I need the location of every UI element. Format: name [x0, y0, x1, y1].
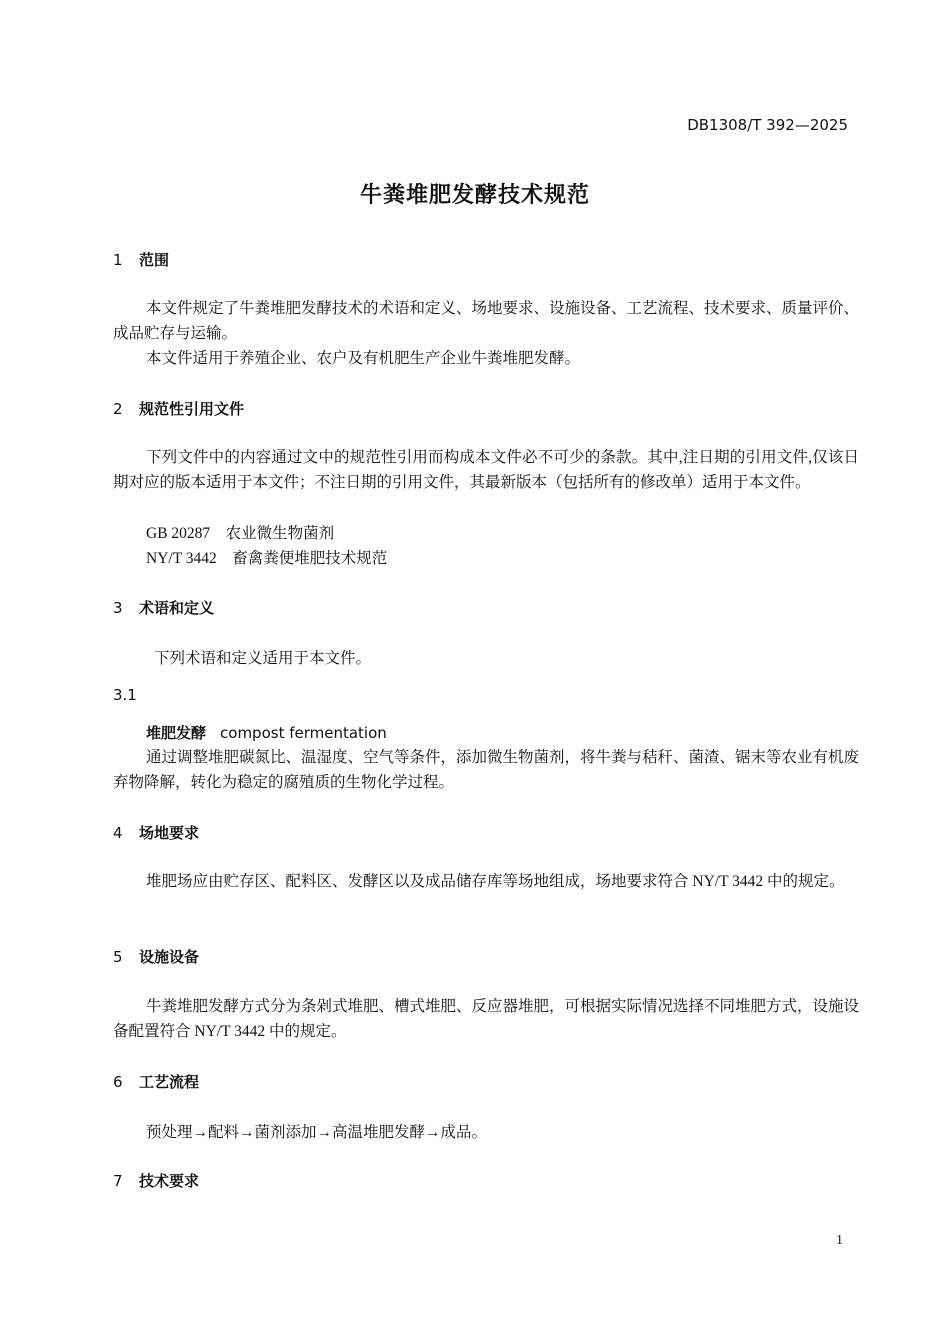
- section-number: 6: [113, 1073, 123, 1091]
- normative-reference: GB 20287 农业微生物菌剂: [146, 525, 335, 542]
- section-number: 4: [113, 824, 123, 842]
- section-title: 工艺流程: [139, 1073, 200, 1091]
- section-title: 场地要求: [139, 824, 200, 842]
- section-5-paragraph-1: 牛粪堆肥发酵方式分为条剁式堆肥、槽式堆肥、反应器堆肥，可根据实际情况选择不同堆肥方式，设施设备配置符合 NY/T 3442 中的规定。: [113, 998, 860, 1040]
- section-3-paragraph-1: 下列术语和定义适用于本文件。: [154, 650, 372, 667]
- section-4-paragraph-1: 堆肥场应由贮存区、配料区、发酵区以及成品储存库等场地组成，场地要求符合 NY/T 3442 中的规定。: [146, 873, 845, 890]
- document-title: 牛粪堆肥发酵技术规范: [359, 183, 590, 208]
- section-number: 5: [113, 948, 123, 966]
- section-number: 2: [113, 400, 123, 418]
- term-definition: 通过调整堆肥碳氮比、温湿度、空气等条件，添加微生物菌剂，将牛粪与秸秆、菌渣、锯末等农业有机废弃物降解，转化为稳定的腐殖质的生物化学过程。: [113, 749, 860, 791]
- section-number: 7: [113, 1172, 123, 1190]
- term-entry: [146, 722, 387, 743]
- section-3-heading: [113, 597, 214, 618]
- term-english: compost fermentation: [220, 724, 387, 742]
- section-number: 3: [113, 599, 123, 617]
- page-number: 1: [836, 1233, 843, 1248]
- document-number: DB1308/T 392—2025: [687, 116, 848, 134]
- subsection-number: 3.1: [113, 686, 137, 704]
- section-title: 范围: [139, 251, 170, 269]
- section-6-paragraph-1: 预处理→配料→菌剂添加→高温堆肥发酵→成品。: [146, 1124, 488, 1141]
- section-title: 设施设备: [139, 948, 200, 966]
- section-title: 规范性引用文件: [139, 400, 245, 418]
- section-title: 术语和定义: [139, 599, 215, 617]
- section-1-paragraph-2: 本文件适用于养殖企业、农户及有机肥生产企业牛粪堆肥发酵。: [146, 350, 581, 367]
- section-5-heading: [113, 946, 199, 967]
- normative-reference: NY/T 3442 畜禽粪便堆肥技术规范: [146, 550, 388, 567]
- section-2-paragraph-1: 下列文件中的内容通过文中的规范性引用而构成本文件必不可少的条款。其中,注日期的引用文件,仅该日期对应的版本适用于本文件；不注日期的引用文件，其最新版本（包括所有的修改单）适用于本文件。: [113, 449, 859, 491]
- section-1-paragraph-1: 本文件规定了牛粪堆肥发酵技术的术语和定义、场地要求、设施设备、工艺流程、技术要求、质量评价、成品贮存与运输。: [113, 300, 860, 342]
- section-2-heading: [113, 398, 244, 419]
- section-number: 1: [113, 251, 123, 269]
- section-7-heading: [113, 1170, 199, 1191]
- term-chinese: 堆肥发酵: [146, 724, 207, 742]
- section-4-heading: [113, 822, 199, 843]
- section-6-heading: [113, 1071, 199, 1092]
- section-1-heading: [113, 249, 169, 270]
- section-title: 技术要求: [139, 1172, 200, 1190]
